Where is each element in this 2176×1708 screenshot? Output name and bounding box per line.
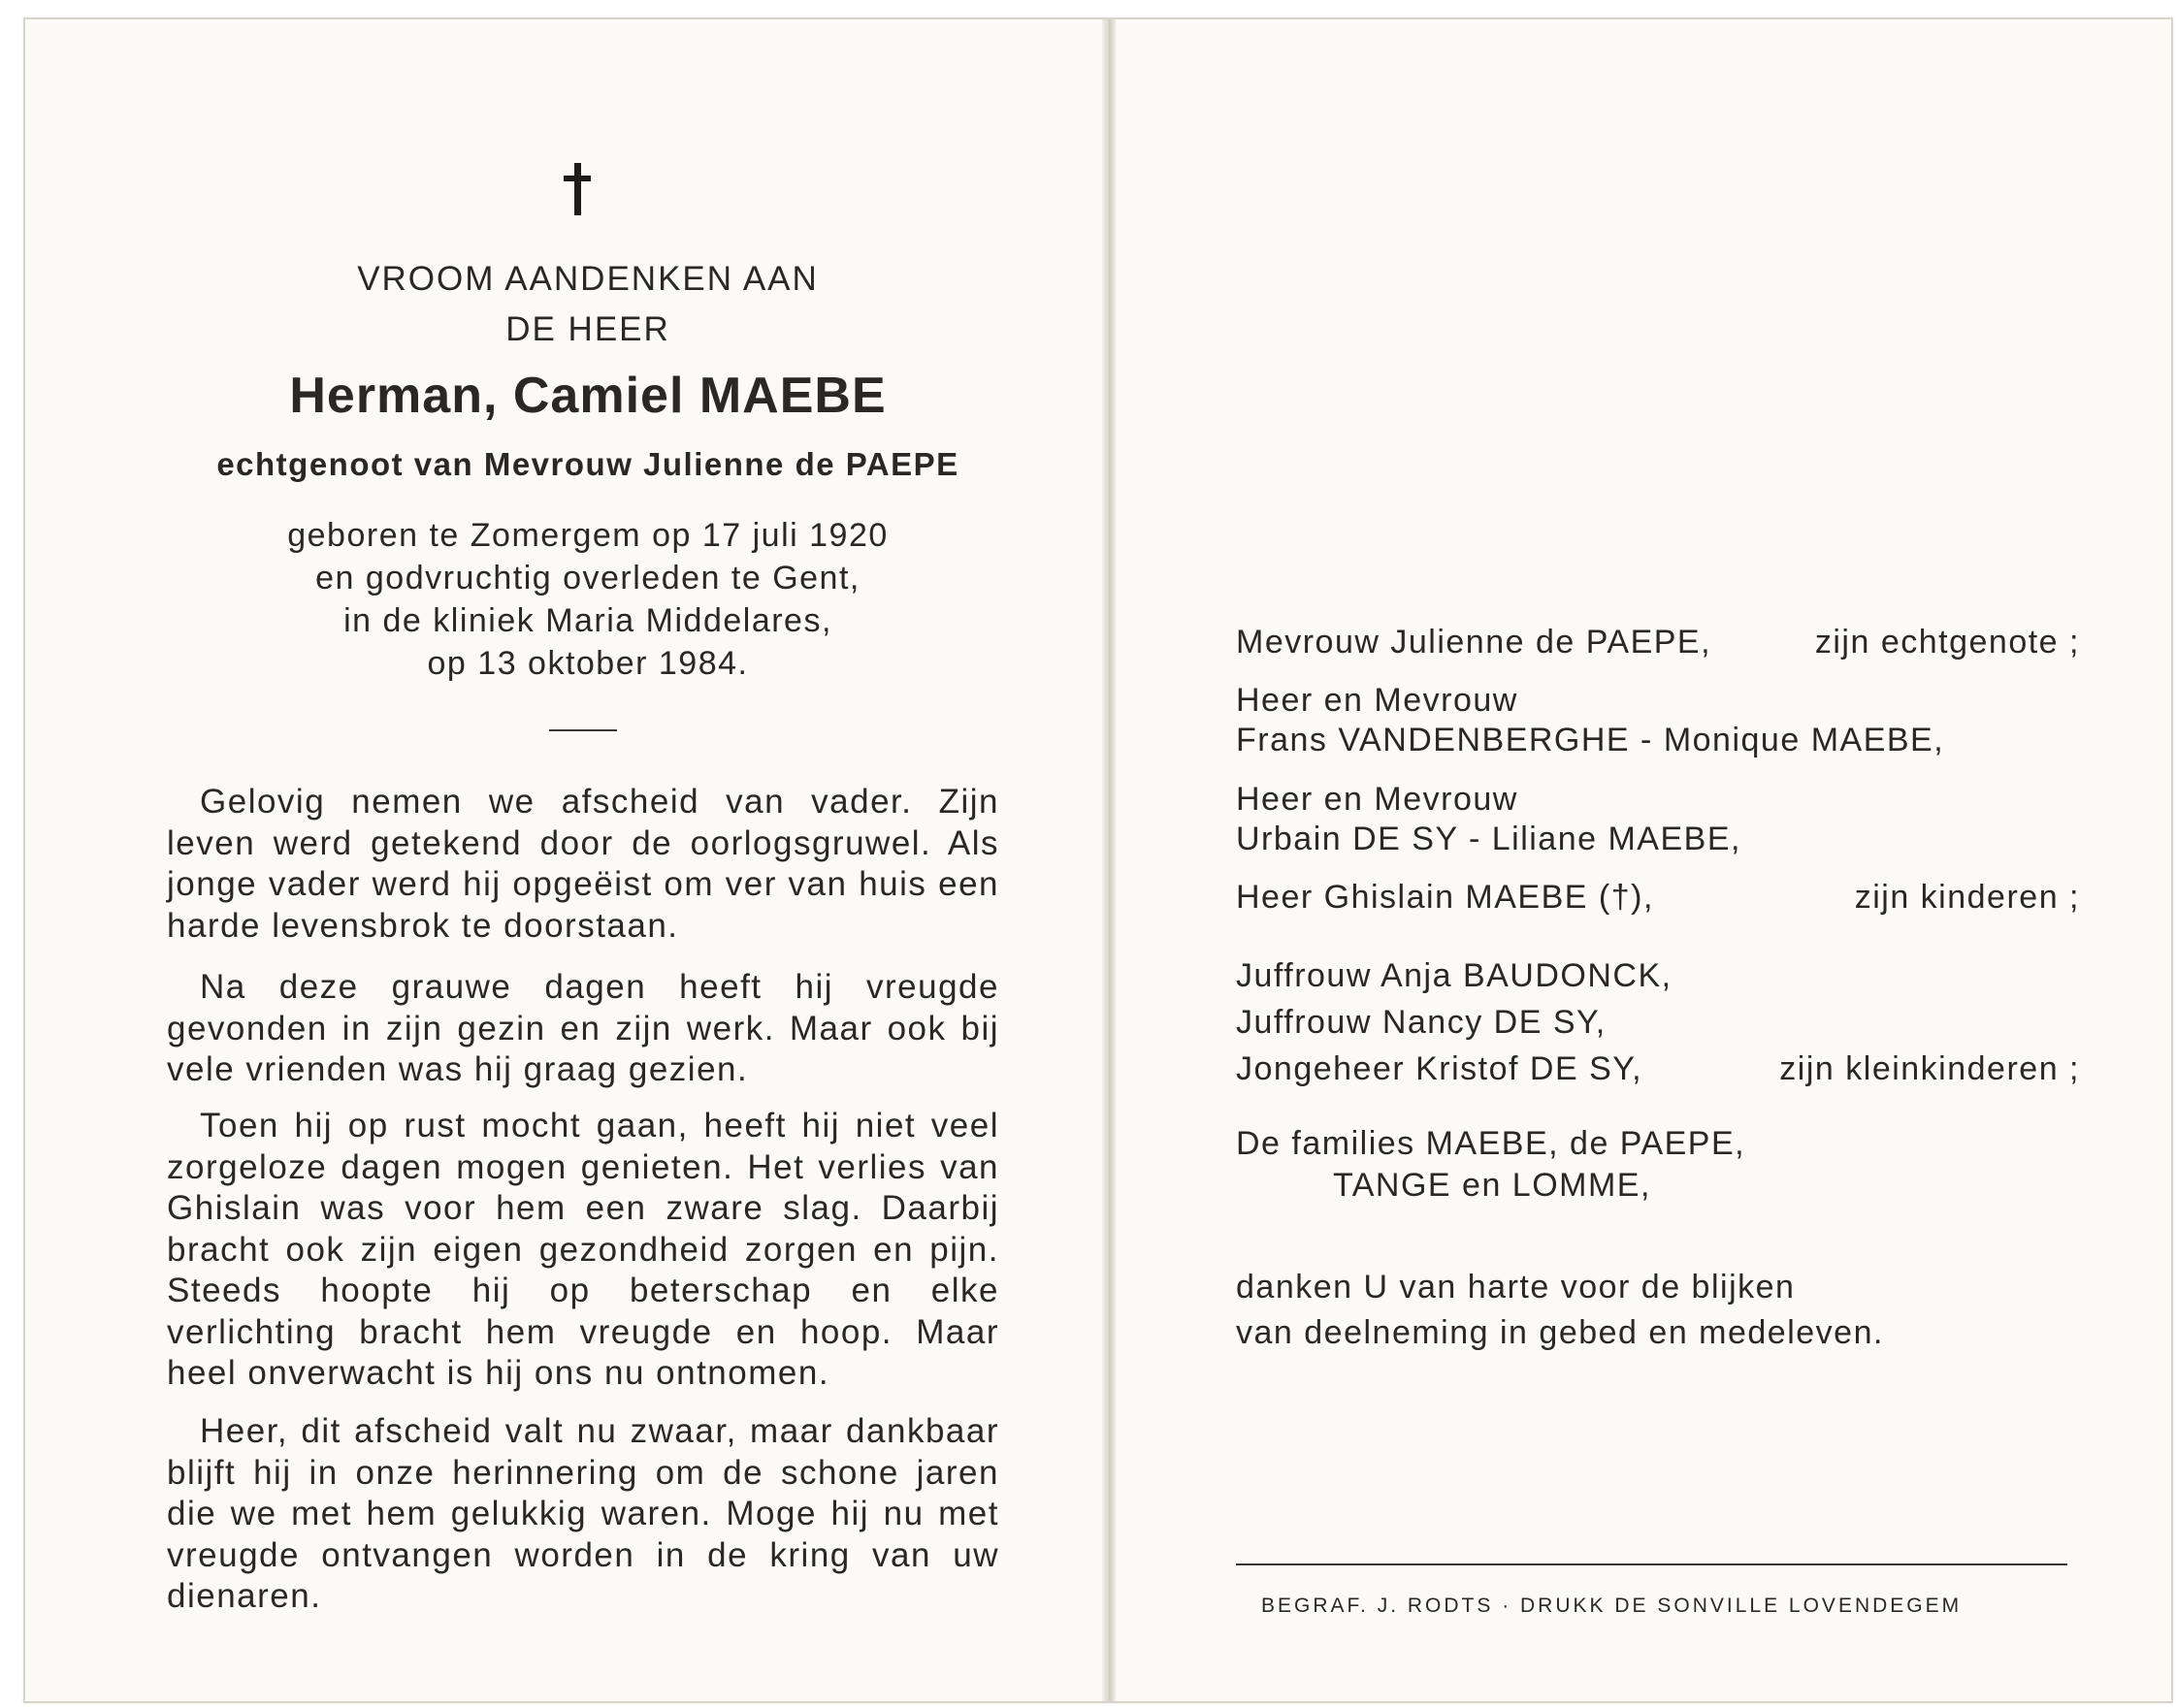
child2-line2: Urbain DE SY - Liliane MAEBE, bbox=[1236, 821, 1741, 857]
child3-name: Heer Ghislain MAEBE (†), bbox=[1236, 879, 1654, 916]
paragraph-4 bbox=[167, 1411, 999, 1634]
paragraph-text: Toen hij op rust mocht gaan, heeft hij niet veel zorgeloze dagen mogen genieten. Het verlies van Ghislain was voor hem een zware slag. Daarbij bracht ook zijn eigen gezondheid zorgen en pijn. Steeds hoopte hij op beterschap en elke verlichting bracht hem vreugde en hoop. Maar heel onverwacht is hij ons nu ontnomen. bbox=[167, 1107, 999, 1392]
heading-line-2: DE HEER bbox=[505, 310, 670, 348]
card-fold bbox=[1102, 19, 1116, 1701]
bio-line: op 13 oktober 1984. bbox=[427, 645, 749, 682]
paragraph-text: Na deze grauwe dagen heeft hij vreugde gevonden in zijn gezin en zijn werk. Maar ook bij vele vrienden was hij graag gezien. bbox=[167, 968, 999, 1088]
printer-credit: BEGRAF. J. RODTS · DRUKK DE SONVILLE LOVENDEGEM bbox=[1261, 1595, 1963, 1617]
left-panel bbox=[25, 19, 1102, 1701]
grandchild-3: Jongeheer Kristof DE SY, bbox=[1236, 1050, 1643, 1087]
families-line-1: De families MAEBE, de PAEPE, bbox=[1236, 1125, 1746, 1162]
heading-line-1: VROOM AANDENKEN AAN bbox=[357, 260, 819, 298]
spouse-name: Mevrouw Julienne de PAEPE, bbox=[1236, 624, 1712, 661]
footer-rule bbox=[1236, 1563, 2067, 1565]
spouse-row bbox=[1236, 624, 2080, 661]
deceased-name: Herman, Camiel MAEBE bbox=[289, 368, 887, 424]
children-role: zijn kinderen ; bbox=[1854, 879, 2080, 916]
child1-line2: Frans VANDENBERGHE - Monique MAEBE, bbox=[1236, 722, 1945, 758]
grandchildren-role: zijn kleinkinderen ; bbox=[1779, 1050, 2080, 1087]
paragraph-text: Gelovig nemen we afscheid van vader. Zijn leven werd getekend door de oorlogsgruwel. Als jonge vader werd hij opgeëist om ver van huis een harde levensbrok te doorstaan. bbox=[167, 783, 999, 945]
thanks-line-2: van deelneming in gebed en medeleven. bbox=[1236, 1314, 1884, 1351]
grandchild-3-row bbox=[1236, 1050, 2080, 1088]
paragraph-2 bbox=[167, 967, 999, 1108]
paragraph-text: Heer, dit afscheid valt nu zwaar, maar dankbaar blijft hij in onze herinnering om de schone jaren die we met hem gelukkig waren. Moge hij nu met vreugde ontvangen worden in de kring van uw dienaren. bbox=[167, 1412, 999, 1615]
bio-block bbox=[151, 514, 1024, 685]
child1-line1: Heer en Mevrouw bbox=[1236, 682, 1518, 719]
paragraph-1 bbox=[167, 782, 999, 963]
memorial-card bbox=[23, 17, 2173, 1703]
bio-line: geboren te Zomergem op 17 juli 1920 bbox=[287, 517, 889, 554]
bio-line: en godvruchtig overleden te Gent, bbox=[315, 560, 861, 596]
divider bbox=[549, 729, 617, 731]
thanks-line-1: danken U van harte voor de blijken bbox=[1236, 1269, 1796, 1305]
right-panel bbox=[1116, 19, 2171, 1701]
spouse-line: echtgenoot van Mevrouw Julienne de PAEPE bbox=[216, 446, 959, 482]
bio-line: in de kliniek Maria Middelares, bbox=[343, 602, 832, 639]
grandchild-2: Juffrouw Nancy DE SY, bbox=[1236, 1004, 1607, 1041]
cross-icon bbox=[564, 163, 591, 215]
spouse-role: zijn echtgenote ; bbox=[1814, 624, 2080, 661]
child3-row bbox=[1236, 879, 2080, 917]
families-line-2: TANGE en LOMME, bbox=[1333, 1167, 1651, 1204]
grandchild-1: Juffrouw Anja BAUDONCK, bbox=[1236, 957, 1673, 994]
paragraph-3 bbox=[167, 1106, 999, 1411]
child2-line1: Heer en Mevrouw bbox=[1236, 781, 1518, 818]
